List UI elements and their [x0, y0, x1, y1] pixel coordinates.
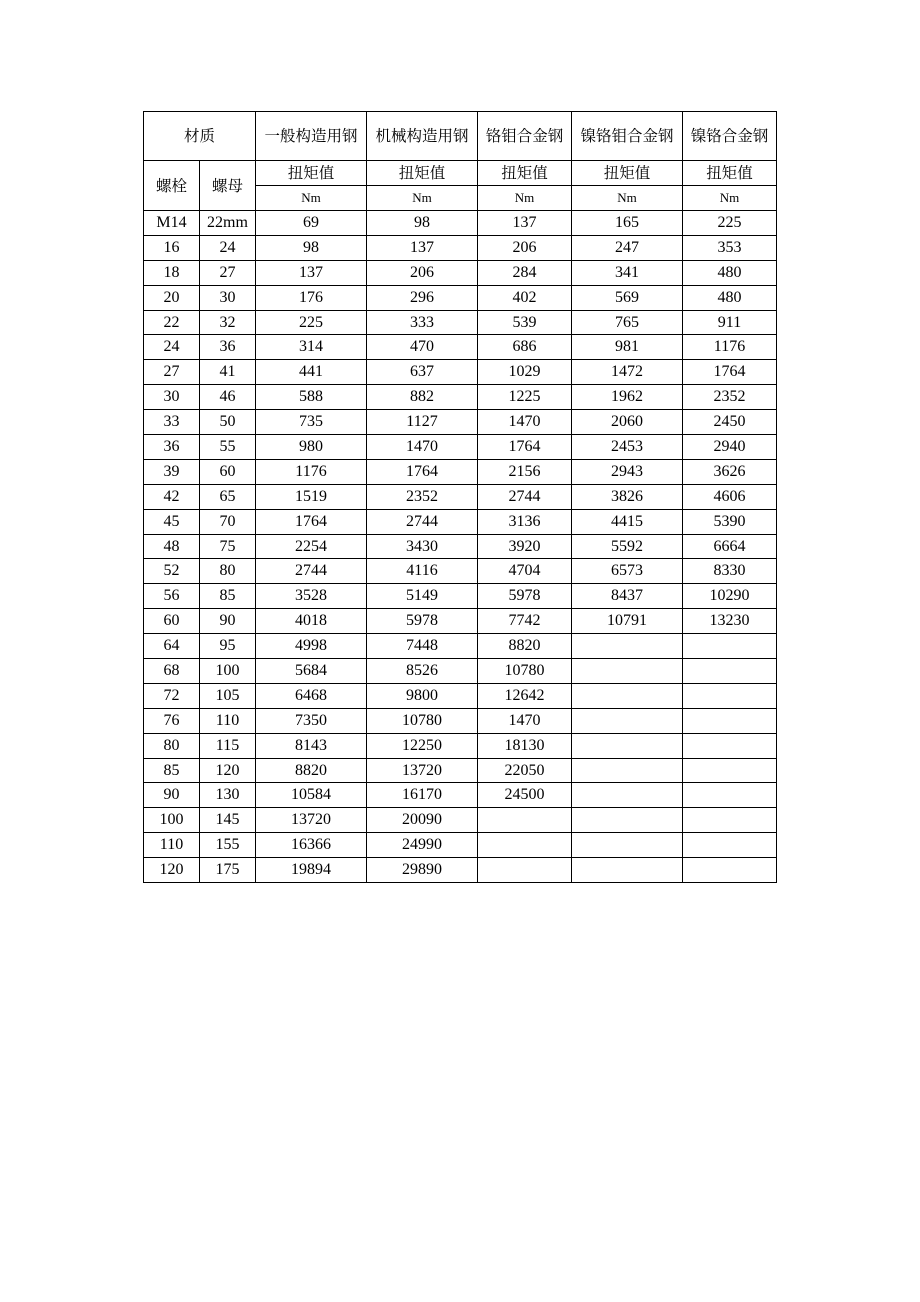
- torque-cell: 165: [572, 211, 683, 236]
- torque-cell: 882: [367, 385, 478, 410]
- material-column-header: 机械构造用钢: [367, 112, 478, 161]
- table-row: [144, 758, 777, 783]
- torque-cell: 3136: [478, 509, 572, 534]
- torque-cell: [572, 783, 683, 808]
- bolt-size-cell: 18: [144, 260, 200, 285]
- torque-cell: 18130: [478, 733, 572, 758]
- nut-size-cell: 120: [200, 758, 256, 783]
- torque-cell: 1029: [478, 360, 572, 385]
- torque-cell: 10791: [572, 609, 683, 634]
- bolt-size-cell: 20: [144, 285, 200, 310]
- nut-size-cell: 46: [200, 385, 256, 410]
- torque-cell: [683, 858, 777, 883]
- torque-cell: 20090: [367, 808, 478, 833]
- bolt-size-cell: 52: [144, 559, 200, 584]
- torque-cell: 10780: [478, 659, 572, 684]
- torque-cell: 12250: [367, 733, 478, 758]
- nut-size-cell: 41: [200, 360, 256, 385]
- torque-cell: 480: [683, 285, 777, 310]
- bolt-size-cell: 72: [144, 683, 200, 708]
- torque-cell: 8330: [683, 559, 777, 584]
- table-row: [144, 659, 777, 684]
- torque-cell: 4415: [572, 509, 683, 534]
- torque-cell: 5592: [572, 534, 683, 559]
- table-row: [144, 310, 777, 335]
- bolt-size-cell: 45: [144, 509, 200, 534]
- torque-cell: 2940: [683, 435, 777, 460]
- torque-cell: [572, 634, 683, 659]
- table-row: [144, 634, 777, 659]
- torque-cell: 2453: [572, 435, 683, 460]
- torque-cell: 13720: [367, 758, 478, 783]
- torque-cell: 1764: [367, 459, 478, 484]
- nut-size-cell: 24: [200, 235, 256, 260]
- bolt-size-cell: 39: [144, 459, 200, 484]
- table-row: [144, 833, 777, 858]
- bolt-size-cell: 56: [144, 584, 200, 609]
- table-row: [144, 385, 777, 410]
- material-header: 材质: [144, 112, 256, 161]
- nut-header: 螺母: [200, 161, 256, 211]
- torque-cell: 686: [478, 335, 572, 360]
- torque-cell: 4998: [256, 634, 367, 659]
- material-column-header: 一般构造用钢: [256, 112, 367, 161]
- torque-cell: [478, 808, 572, 833]
- nut-size-cell: 155: [200, 833, 256, 858]
- torque-cell: 470: [367, 335, 478, 360]
- torque-cell: [572, 708, 683, 733]
- unit-header: Nm: [256, 186, 367, 211]
- torque-cell: [478, 833, 572, 858]
- torque-cell: 5390: [683, 509, 777, 534]
- torque-cell: 1176: [683, 335, 777, 360]
- torque-cell: 1472: [572, 360, 683, 385]
- torque-cell: [683, 733, 777, 758]
- nut-size-cell: 110: [200, 708, 256, 733]
- torque-cell: 9800: [367, 683, 478, 708]
- table-row: [144, 683, 777, 708]
- torque-cell: 19894: [256, 858, 367, 883]
- nut-size-cell: 105: [200, 683, 256, 708]
- torque-cell: 69: [256, 211, 367, 236]
- torque-cell: [683, 634, 777, 659]
- nut-size-cell: 65: [200, 484, 256, 509]
- unit-header: Nm: [367, 186, 478, 211]
- header-row-materials: [144, 112, 777, 161]
- unit-header: Nm: [478, 186, 572, 211]
- torque-cell: 1764: [256, 509, 367, 534]
- torque-cell: 8820: [256, 758, 367, 783]
- torque-cell: 2156: [478, 459, 572, 484]
- material-column-header: 镍铬钼合金钢: [572, 112, 683, 161]
- bolt-size-cell: 64: [144, 634, 200, 659]
- torque-cell: 3626: [683, 459, 777, 484]
- torque-cell: [572, 808, 683, 833]
- unit-header: Nm: [572, 186, 683, 211]
- table-row: [144, 733, 777, 758]
- torque-cell: 206: [478, 235, 572, 260]
- torque-cell: 1764: [683, 360, 777, 385]
- torque-cell: 341: [572, 260, 683, 285]
- torque-cell: 3826: [572, 484, 683, 509]
- torque-cell: 8820: [478, 634, 572, 659]
- nut-size-cell: 70: [200, 509, 256, 534]
- torque-header: 扭矩值: [572, 161, 683, 186]
- torque-cell: 29890: [367, 858, 478, 883]
- torque-cell: 6573: [572, 559, 683, 584]
- nut-size-cell: 85: [200, 584, 256, 609]
- nut-size-cell: 60: [200, 459, 256, 484]
- torque-cell: 441: [256, 360, 367, 385]
- torque-cell: 2254: [256, 534, 367, 559]
- torque-cell: 4018: [256, 609, 367, 634]
- torque-cell: 3430: [367, 534, 478, 559]
- nut-size-cell: 90: [200, 609, 256, 634]
- material-column-header: 铬钼合金钢: [478, 112, 572, 161]
- torque-cell: 4704: [478, 559, 572, 584]
- torque-cell: 7350: [256, 708, 367, 733]
- torque-cell: [572, 733, 683, 758]
- torque-cell: 8526: [367, 659, 478, 684]
- torque-cell: [572, 858, 683, 883]
- nut-size-cell: 50: [200, 410, 256, 435]
- torque-cell: 10290: [683, 584, 777, 609]
- torque-cell: [478, 858, 572, 883]
- torque-cell: [683, 659, 777, 684]
- torque-cell: 353: [683, 235, 777, 260]
- table-row: [144, 509, 777, 534]
- torque-cell: 2450: [683, 410, 777, 435]
- torque-cell: 1962: [572, 385, 683, 410]
- header-row-torque: [144, 161, 777, 186]
- nut-size-cell: 36: [200, 335, 256, 360]
- torque-cell: [683, 833, 777, 858]
- torque-cell: 225: [683, 211, 777, 236]
- torque-cell: 137: [367, 235, 478, 260]
- torque-cell: 3528: [256, 584, 367, 609]
- bolt-size-cell: 85: [144, 758, 200, 783]
- torque-cell: 2744: [367, 509, 478, 534]
- table-row: [144, 335, 777, 360]
- table-row: [144, 808, 777, 833]
- torque-cell: 911: [683, 310, 777, 335]
- bolt-size-cell: 60: [144, 609, 200, 634]
- torque-cell: 402: [478, 285, 572, 310]
- bolt-size-cell: 76: [144, 708, 200, 733]
- torque-cell: 1470: [478, 410, 572, 435]
- torque-cell: 8143: [256, 733, 367, 758]
- bolt-size-cell: 36: [144, 435, 200, 460]
- torque-cell: 2352: [367, 484, 478, 509]
- table-row: [144, 360, 777, 385]
- torque-cell: 7448: [367, 634, 478, 659]
- table-row: [144, 783, 777, 808]
- torque-cell: 5978: [478, 584, 572, 609]
- nut-size-cell: 95: [200, 634, 256, 659]
- torque-cell: 16170: [367, 783, 478, 808]
- table-row: [144, 435, 777, 460]
- bolt-size-cell: 24: [144, 335, 200, 360]
- torque-cell: 1470: [367, 435, 478, 460]
- torque-cell: [683, 758, 777, 783]
- nut-size-cell: 145: [200, 808, 256, 833]
- table-row: [144, 559, 777, 584]
- torque-table: [143, 111, 777, 883]
- torque-cell: [572, 683, 683, 708]
- torque-cell: 176: [256, 285, 367, 310]
- material-column-header: 镍铬合金钢: [683, 112, 777, 161]
- torque-cell: 24500: [478, 783, 572, 808]
- torque-cell: 333: [367, 310, 478, 335]
- bolt-size-cell: 30: [144, 385, 200, 410]
- torque-cell: 296: [367, 285, 478, 310]
- torque-cell: 8437: [572, 584, 683, 609]
- table-body: [144, 211, 777, 883]
- torque-cell: 1764: [478, 435, 572, 460]
- torque-cell: 6468: [256, 683, 367, 708]
- bolt-size-cell: 16: [144, 235, 200, 260]
- nut-size-cell: 32: [200, 310, 256, 335]
- torque-cell: 12642: [478, 683, 572, 708]
- table-row: [144, 858, 777, 883]
- torque-cell: 13230: [683, 609, 777, 634]
- torque-cell: 5978: [367, 609, 478, 634]
- table-row: [144, 584, 777, 609]
- bolt-size-cell: 110: [144, 833, 200, 858]
- torque-cell: [572, 659, 683, 684]
- bolt-size-cell: M14: [144, 211, 200, 236]
- nut-size-cell: 75: [200, 534, 256, 559]
- torque-cell: 10780: [367, 708, 478, 733]
- torque-cell: 137: [478, 211, 572, 236]
- torque-header: 扭矩值: [478, 161, 572, 186]
- unit-header: Nm: [683, 186, 777, 211]
- nut-size-cell: 80: [200, 559, 256, 584]
- table-row: [144, 708, 777, 733]
- torque-cell: 98: [256, 235, 367, 260]
- bolt-size-cell: 80: [144, 733, 200, 758]
- bolt-size-cell: 22: [144, 310, 200, 335]
- torque-cell: 735: [256, 410, 367, 435]
- torque-cell: [572, 758, 683, 783]
- bolt-size-cell: 68: [144, 659, 200, 684]
- table-row: [144, 285, 777, 310]
- torque-cell: 4116: [367, 559, 478, 584]
- bolt-size-cell: 120: [144, 858, 200, 883]
- nut-size-cell: 100: [200, 659, 256, 684]
- table-row: [144, 459, 777, 484]
- torque-cell: [683, 683, 777, 708]
- torque-cell: 225: [256, 310, 367, 335]
- table-row: [144, 534, 777, 559]
- torque-cell: 1176: [256, 459, 367, 484]
- nut-size-cell: 55: [200, 435, 256, 460]
- torque-header: 扭矩值: [683, 161, 777, 186]
- torque-header: 扭矩值: [367, 161, 478, 186]
- bolt-header: 螺栓: [144, 161, 200, 211]
- torque-cell: 569: [572, 285, 683, 310]
- torque-cell: 247: [572, 235, 683, 260]
- torque-cell: [683, 708, 777, 733]
- torque-cell: 24990: [367, 833, 478, 858]
- nut-size-cell: 27: [200, 260, 256, 285]
- torque-cell: 3920: [478, 534, 572, 559]
- bolt-size-cell: 33: [144, 410, 200, 435]
- torque-cell: 588: [256, 385, 367, 410]
- torque-cell: 284: [478, 260, 572, 285]
- torque-cell: 2352: [683, 385, 777, 410]
- torque-cell: [683, 808, 777, 833]
- table-row: [144, 235, 777, 260]
- bolt-size-cell: 42: [144, 484, 200, 509]
- nut-size-cell: 22mm: [200, 211, 256, 236]
- torque-cell: 13720: [256, 808, 367, 833]
- nut-size-cell: 130: [200, 783, 256, 808]
- bolt-size-cell: 27: [144, 360, 200, 385]
- torque-cell: 1519: [256, 484, 367, 509]
- torque-cell: 2744: [478, 484, 572, 509]
- torque-cell: 637: [367, 360, 478, 385]
- nut-size-cell: 115: [200, 733, 256, 758]
- table-row: [144, 211, 777, 236]
- torque-cell: 314: [256, 335, 367, 360]
- torque-cell: 2060: [572, 410, 683, 435]
- torque-cell: 2943: [572, 459, 683, 484]
- torque-cell: 765: [572, 310, 683, 335]
- torque-cell: 480: [683, 260, 777, 285]
- nut-size-cell: 175: [200, 858, 256, 883]
- bolt-size-cell: 48: [144, 534, 200, 559]
- torque-cell: 7742: [478, 609, 572, 634]
- torque-cell: 1127: [367, 410, 478, 435]
- nut-size-cell: 30: [200, 285, 256, 310]
- torque-cell: 539: [478, 310, 572, 335]
- bolt-size-cell: 90: [144, 783, 200, 808]
- torque-cell: 16366: [256, 833, 367, 858]
- torque-cell: 98: [367, 211, 478, 236]
- torque-cell: 980: [256, 435, 367, 460]
- torque-cell: 5684: [256, 659, 367, 684]
- table-row: [144, 260, 777, 285]
- torque-cell: [683, 783, 777, 808]
- table-row: [144, 410, 777, 435]
- table-row: [144, 609, 777, 634]
- torque-cell: [572, 833, 683, 858]
- torque-cell: 981: [572, 335, 683, 360]
- torque-cell: 4606: [683, 484, 777, 509]
- torque-cell: 1225: [478, 385, 572, 410]
- torque-cell: 137: [256, 260, 367, 285]
- torque-cell: 1470: [478, 708, 572, 733]
- table-row: [144, 484, 777, 509]
- bolt-size-cell: 100: [144, 808, 200, 833]
- torque-cell: 10584: [256, 783, 367, 808]
- torque-cell: 22050: [478, 758, 572, 783]
- torque-header: 扭矩值: [256, 161, 367, 186]
- torque-cell: 2744: [256, 559, 367, 584]
- torque-cell: 206: [367, 260, 478, 285]
- torque-cell: 5149: [367, 584, 478, 609]
- torque-cell: 6664: [683, 534, 777, 559]
